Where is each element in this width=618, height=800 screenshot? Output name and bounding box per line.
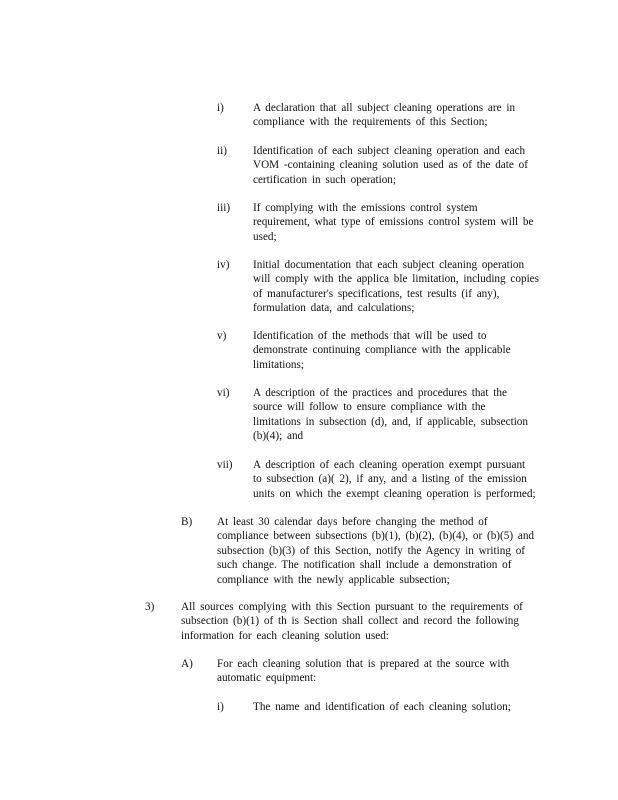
item-text [217,515,534,587]
text-line: The name and identification of each cleaning solution; [253,701,511,713]
item-label: ii) [217,145,227,157]
item-text [253,258,539,316]
item-label: i) [217,701,224,713]
text-line: formulation data, and calculations; [253,302,415,315]
item-text [253,458,536,501]
text-line: subsection (b)(3) of this Section, notify the Agency in writing of [217,544,526,557]
text-line: At least 30 calendar days before changing the method of [217,516,488,528]
text-line: used; [253,230,277,243]
text-line: compliance between subsections (b)(1), (b)(2), (b)(4), or (b)(5) and [217,530,535,543]
text-line: compliance with the newly applicable subsection; [217,573,450,586]
text-line: demonstrate continuing compliance with the applicable [253,344,511,357]
text-line: VOM -containing cleaning solution used as of the date of [253,159,528,172]
text-line: (b)(4); and [253,430,304,443]
text-line: information for each cleaning solution used: [181,629,389,642]
item-label: vii) [217,459,233,471]
item-text [253,700,511,714]
item-label: 3) [145,601,155,613]
text-line: requirement, what type of emissions control system will be [253,216,534,229]
item-label: B) [181,516,193,528]
text-line: A description of the practices and procedures that the [253,387,507,399]
item-text [253,329,511,372]
item-text [253,101,515,130]
item-text [253,144,528,187]
text-line: automatic equipment: [217,672,317,685]
text-line: will comply with the applica ble limitation, including copies [253,273,540,286]
text-line: of manufacturer's specifications, test results (if any), [253,287,500,300]
item-label: A) [181,658,193,670]
text-line: Identification of the methods that will be used to [253,330,487,342]
text-line: For each cleaning solution that is prepared at the source with [217,658,510,670]
item-text [253,386,528,444]
item-text [253,201,533,244]
item-label: i) [217,102,224,114]
text-line: certification in such operation; [253,173,396,186]
text-line: If complying with the emissions control system [253,202,478,214]
item-label: v) [217,330,227,342]
text-line: units on which the exempt cleaning operation is performed; [253,487,536,500]
text-line: compliance with the requirements of this Section; [253,116,488,129]
text-line: Identification of each subject cleaning operation and each [253,145,526,157]
text-line: to subsection (a)( 2), if any, and a listing of the emission [253,473,527,486]
item-label: iii) [217,202,231,214]
text-line: such change. The notification shall include a demonstration of [217,559,512,572]
item-label: iv) [217,259,230,271]
text-line: limitations; [253,358,304,371]
text-line: Initial documentation that each subject cleaning operation [253,259,525,271]
text-line: source will follow to ensure compliance with the [253,401,486,414]
text-line: limitations in subsection (d), and, if applicable, subsection [253,415,528,428]
text-line: All sources complying with this Section pursuant to the requirements of [181,601,523,613]
item-text [181,600,523,643]
item-label: vi) [217,387,230,399]
text-line: A declaration that all subject cleaning operations are in [253,102,516,114]
text-line: A description of each cleaning operation exempt pursuant [253,459,526,471]
text-line: subsection (b)(1) of th is Section shall collect and record the following [181,615,519,628]
item-text [217,657,509,686]
